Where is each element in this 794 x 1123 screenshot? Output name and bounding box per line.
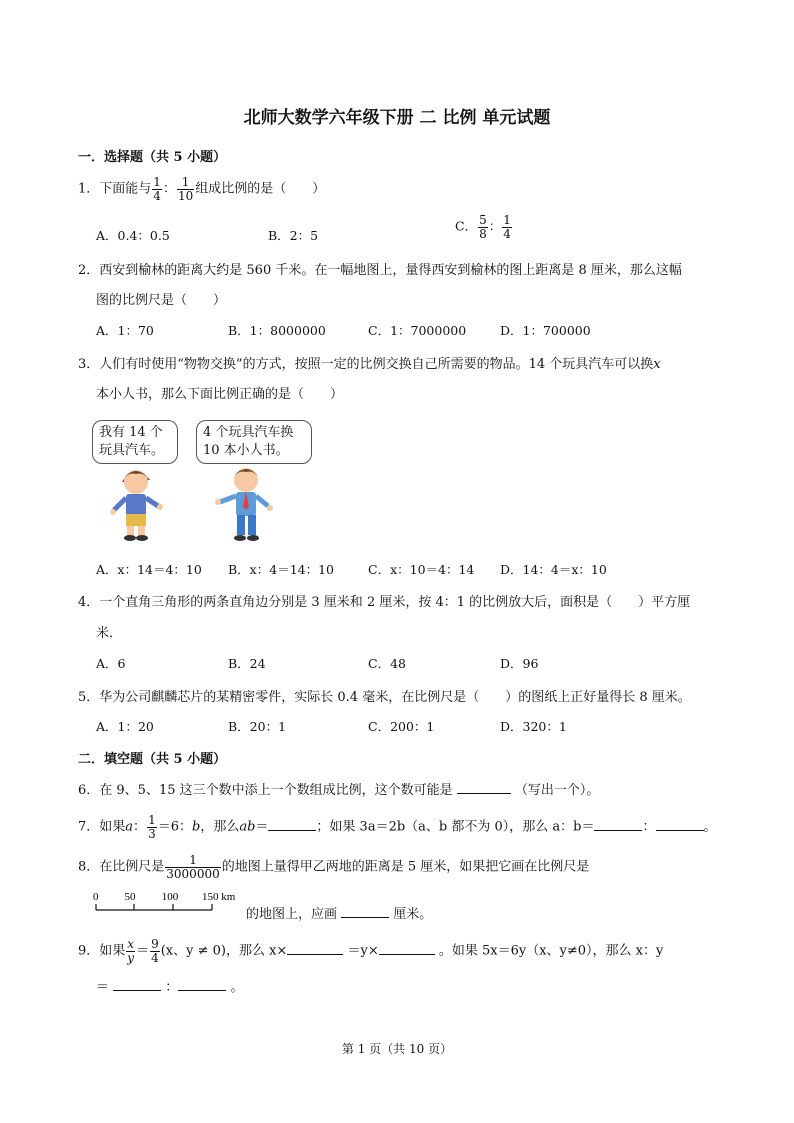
scale-bar [90, 890, 250, 916]
question-4-line-2: 米． [96, 626, 123, 641]
question-2-line-2: 图的比例尺是（ ） [96, 293, 227, 308]
q9-fraction-94: $\frac{9}{4}$ [151, 937, 159, 965]
q2-option-a[interactable]: A．1：70 [96, 323, 154, 338]
question-7: 7．如果a： $\frac{1}{3}$ ＝6：b，那么ab＝ ；如果 3a＝2b（a、b 都不为 0），那么 a：b＝ ： 。 [78, 813, 717, 841]
q3-option-b[interactable]: B．x：4＝14：10 [228, 562, 334, 577]
question-1: 1．下面能与 $\frac{1}{4}$ ： $\frac{1}{10}$ 组成比例的是（ ） [78, 175, 326, 203]
question-2-line-1: 2．西安到榆林的距离大约是 560 千米。在一幅地图上，量得西安到榆林的图上距离是 8 厘米，那么这幅 [78, 263, 682, 278]
scale-label-100: 100 [161, 891, 179, 903]
q4-option-b[interactable]: B．24 [228, 656, 266, 671]
question-8-line-1: 8．在比例尺是 $\frac{1}{3000000}$ 的地图上量得甲乙两地的距离是 5 厘米，如果把它画在比例尺是 [78, 853, 590, 881]
q4-option-d[interactable]: D．96 [500, 656, 539, 671]
q1-option-b[interactable]: B．2：5 [268, 228, 319, 243]
q5-option-d[interactable]: D．320：1 [500, 719, 567, 734]
q8-fraction: $\frac{1}{3000000}$ [166, 853, 220, 881]
q1-pre: 下面能与 [99, 181, 152, 197]
boy-left-figure [110, 470, 163, 541]
question-8-line-2: 的地图上，应画 厘米。 [246, 907, 433, 922]
q9-answer-blank-1[interactable] [287, 942, 343, 955]
q7-answer-blank-2[interactable] [594, 818, 642, 831]
q1-option-a[interactable]: A．0.4：0.5 [96, 228, 170, 243]
q9-answer-blank-3[interactable] [113, 978, 161, 991]
question-4-line-1: 4．一个直角三角形的两条直角边分别是 3 厘米和 2 厘米，按 4：1 的比例放大后，面积是（ ）平方厘 [78, 595, 691, 610]
speech-bubble-right: 4 个玩具汽车换 10 本小人书。 [196, 420, 312, 464]
q3-option-c[interactable]: C．x：10＝4：14 [368, 562, 475, 577]
q2-option-b[interactable]: B．1：8000000 [228, 323, 326, 338]
q5-option-c[interactable]: C．200：1 [368, 719, 435, 734]
q2-option-c[interactable]: C．1：7000000 [368, 323, 467, 338]
scale-label-0: 0 [93, 891, 99, 903]
q1-c-fraction-1: $\frac{5}{8}$ [479, 213, 487, 241]
speech-bubble-left: 我有 14 个玩具汽车。 [92, 420, 178, 464]
q1-post: 组成比例的是（ ） [195, 181, 326, 197]
page-title: 北师大数学六年级下册 二 比例 单元试题 [243, 108, 551, 128]
q1-option-c[interactable]: C． $\frac{5}{8}$ ： $\frac{1}{4}$ [455, 213, 511, 241]
q9-fraction-xy: $\frac{x}{y}$ [127, 937, 135, 965]
section-heading-choice: 一．选择题（共 5 小题） [78, 150, 227, 165]
question-9-line-2: ＝ ： 。 [96, 980, 244, 995]
q3-option-a[interactable]: A．x：14＝4：10 [96, 562, 202, 577]
q1-fraction-2: $\frac{1}{10}$ [177, 175, 194, 203]
q9-answer-blank-2[interactable] [379, 942, 435, 955]
q5-option-a[interactable]: A．1：20 [96, 719, 154, 734]
boy-right-figure [215, 468, 273, 541]
q3-option-d[interactable]: D．14：4＝x：10 [500, 562, 607, 577]
question-9-line-1: 9．如果 $\frac{x}{y}$ ＝ $\frac{9}{4}$ (x、y ≠ 0)，那么 x× ＝y× 。如果 5x＝6y（x、y≠0），那么 x：y [78, 937, 664, 965]
section-heading-fill: 二．填空题（共 5 小题） [78, 752, 227, 767]
q1-number: 1． [78, 181, 100, 197]
q3-illustration [100, 460, 330, 545]
q2-option-d[interactable]: D．1：700000 [500, 323, 591, 338]
q7-answer-blank-1[interactable] [268, 818, 316, 831]
q7-answer-blank-3[interactable] [656, 818, 704, 831]
q1-fraction-1: $\frac{1}{4}$ [153, 175, 161, 203]
q1-c-fraction-2: $\frac{1}{4}$ [503, 213, 511, 241]
q8-answer-blank[interactable] [341, 905, 389, 918]
question-3-line-2: 本小人书，那么下面比例正确的是（ ） [96, 387, 344, 402]
q5-option-b[interactable]: B．20：1 [228, 719, 287, 734]
page-footer: 第 1 页（共 10 页） [341, 1042, 453, 1056]
scale-label-150: 150 km [202, 891, 236, 903]
question-3-line-1: 3．人们有时使用“物物交换”的方式，按照一定的比例交换自己所需要的物品。14 个玩具汽车可以换x [78, 357, 661, 372]
scale-label-50: 50 [124, 891, 136, 903]
q9-answer-blank-4[interactable] [178, 978, 226, 991]
question-6: 6．在 9、5、15 这三个数中添上一个数组成比例，这个数可能是 （写出一个）。 [78, 783, 600, 798]
question-5-line-1: 5．华为公司麒麟芯片的某精密零件，实际长 0.4 毫米，在比例尺是（ ）的图纸上正好量得长 8 厘米。 [78, 690, 691, 705]
q4-option-c[interactable]: C．48 [368, 656, 406, 671]
q6-answer-blank[interactable] [457, 781, 511, 794]
q4-option-a[interactable]: A．6 [96, 656, 126, 671]
q7-fraction: $\frac{1}{3}$ [148, 813, 156, 841]
